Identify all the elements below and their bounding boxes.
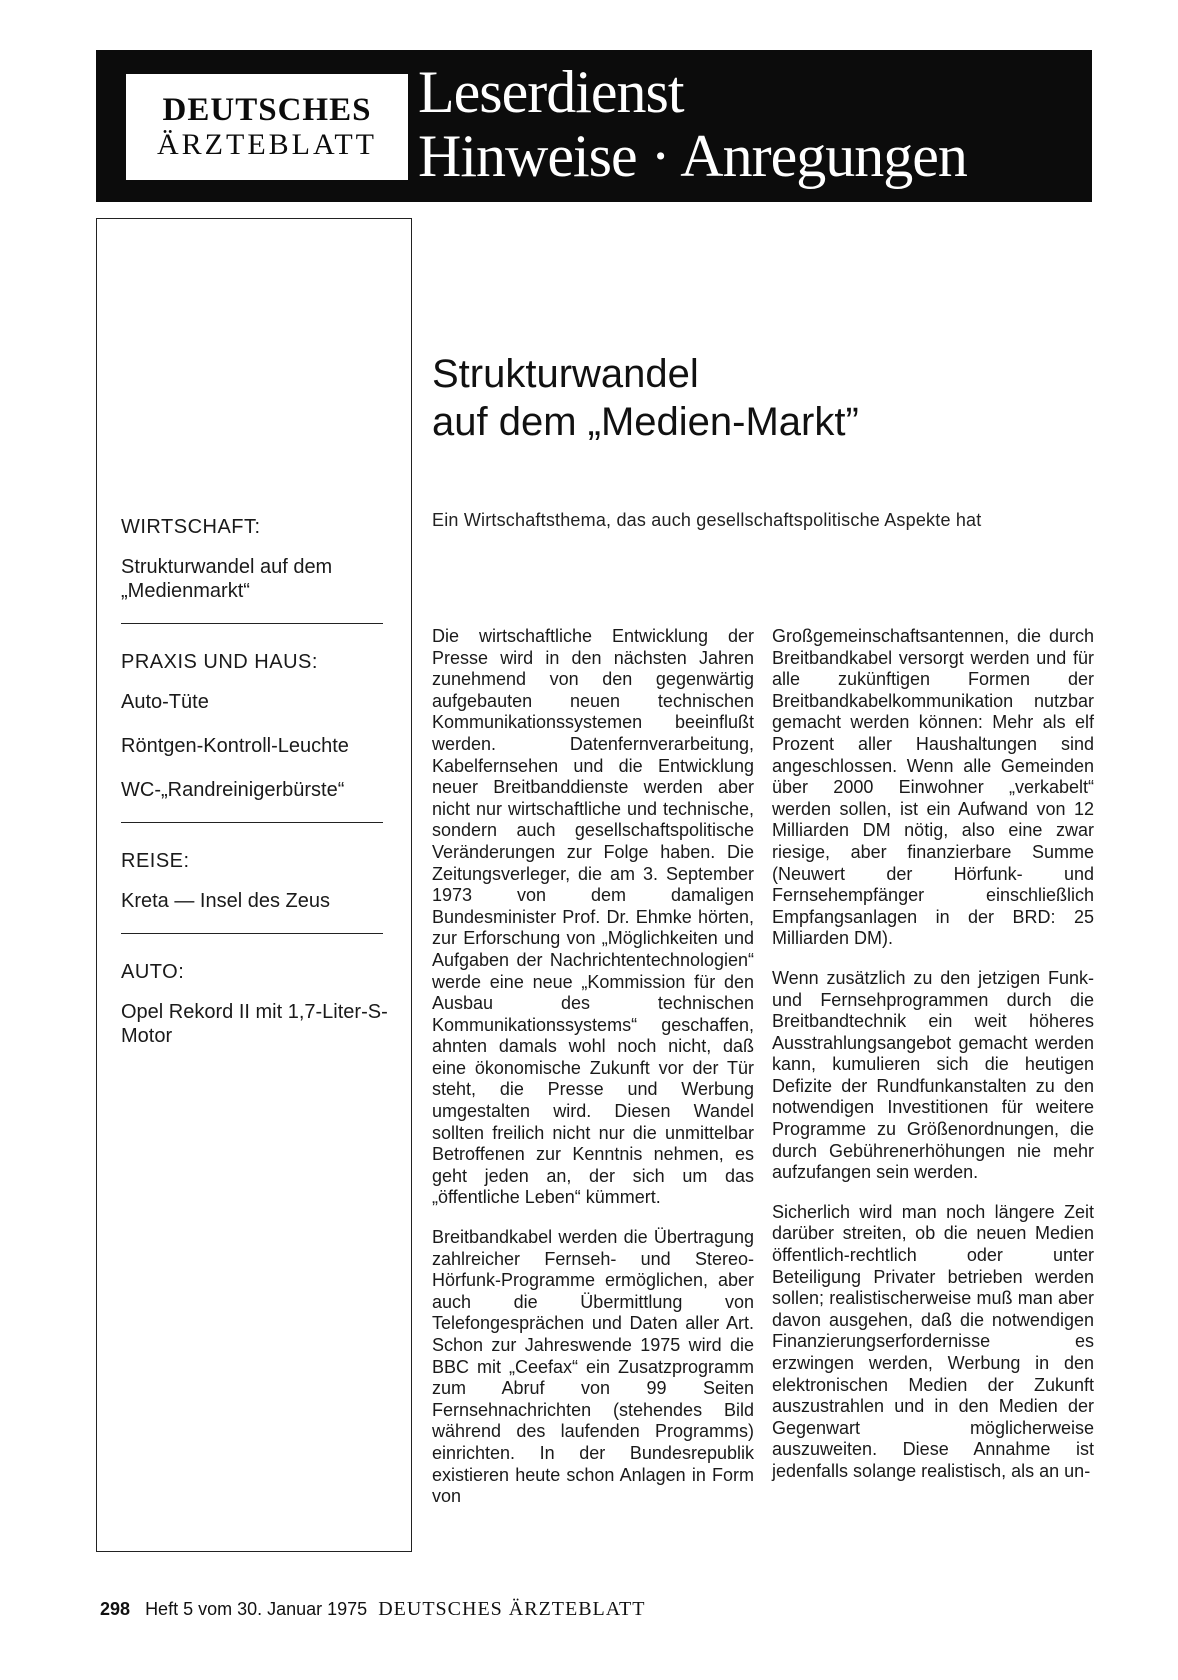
divider [121,623,383,624]
section-item: Strukturwandel auf dem „Medienmarkt“ [121,556,333,602]
divider [121,822,383,823]
header-band [96,50,1092,202]
paragraph: Sicherlich wird man noch längere Zeit darüber streiten, ob die neuen Medien öffentlich-rechtlich oder unter Beteiligung Privater betrieben werden sollen; realistischerweise muß man aber davon ausgehen, daß die notwendigen Finanzierungserfordernisse es erzwingen werden, Werbung in den elektronischen Medien der Zukunft auszustrahlen und in den Medien der Gegenwart möglicherweise auszuweiten. Diese Annahme ist jedenfalls solange realistisch, als an un- [772,1201,1094,1481]
page-number: 298 [100,1599,131,1619]
section-label-praxis: PRAXIS UND HAUS: [121,651,318,673]
contents-sidebar [96,218,412,1552]
paragraph: Breitbandkabel werden die Übertragung zahlreicher Fernseh- und Stereo-Hörfunk-Programme ermöglichen, aber auch die Übermittlung von Telefongesprächen und Daten aller Art. Schon zur Jahreswende 1975 wird die BBC mit „Ceefax“ ein Zusatzprogramm zum Abruf von 99 Seiten Fernsehnachrichten (stehendes Bild während des laufenden Programms) einrichten. In der Bundesrepublik existieren heute schon Anlagen in Form von [432,1227,754,1507]
section-label-auto: AUTO: [121,961,185,983]
article-title-line2: auf dem „Medien-Markt” [432,400,859,444]
page-footer [100,1598,645,1621]
logo-line2: ÄRZTEBLATT [157,128,377,161]
article-subtitle: Ein Wirtschaftsthema, das auch gesellschaftspolitische Aspekte hat [432,510,982,530]
header-title [418,60,967,188]
issue-info: Heft 5 vom 30. Januar 1975 [145,1599,368,1619]
journal-logo [126,74,408,180]
section-item: Auto-Tüte [121,691,209,713]
section-label-reise: REISE: [121,850,190,872]
divider [121,933,383,934]
article-column-right [772,626,1094,1501]
paragraph: Großgemeinschaftsantennen, die durch Breitbandkabel versorgt werden und für alle zukünftigen Formen der Breitbandkabelkommunikation nutzbar gemacht werden können: Mehr als elf Prozent aller Haushaltungen sind angeschlossen. Wenn alle Gemeinden über 2000 Einwohner „verkabelt“ werden sollen, ist ein Aufwand von 12 Milliarden DM nötig, also eine zwar riesige, aber finanzierbare Summe (Neuwert der Hörfunk- und Fernsehempfänger einschließlich Empfangsanlagen in der BRD: 25 Milliarden DM). [772,626,1094,949]
header-title-line2: Hinweise · Anregungen [418,123,967,189]
article-title-line1: Strukturwandel [432,352,699,396]
journal-name: DEUTSCHES ÄRZTEBLATT [378,1598,646,1620]
paragraph: Wenn zusätzlich zu den jetzigen Funk- und Fernsehprogrammen durch die Breitbandtechnik ein weit höheres Ausstrahlungsangebot gemacht werden kann, kumulieren sich die heutigen Defizite der Rundfunkanstalten zu den notwendigen Investitionen für weitere Programme zu Größenordnungen, die durch Gebührenerhöhungen nie mehr aufzufangen sein werden. [772,967,1094,1183]
paragraph: Die wirtschaftliche Entwicklung der Presse wird in den nächsten Jahren zunehmend von den gegenwärtig aufgebauten neuen technischen Kommunikationssystemen beeinflußt werden. Datenfernverarbeitung, Kabelfernsehen und die Entwicklung neuer Breitbanddienste werden aber nicht nur wirtschaftliche und technische, sondern auch gesellschaftspolitische Veränderungen zur Folge haben. Die Zeitungsverleger, die am 3. September 1973 von dem damaligen Bundesminister Prof. Dr. Ehmke hörten, zur Erforschung von „Möglichkeiten und Aufgaben der Nachrichtentechnologien“ werde eine neue „Kommission für den Ausbau des technischen Kommunikationssystems“ geschaffen, ahnten damals wohl noch nicht, daß eine ökonomische Zukunft vor der Tür steht, die Presse und Werbung umgestalten wird. Diesen Wandel sollten freilich nicht nur die unmittelbar Betroffenen zur Kenntnis nehmen, es geht jeden an, der sich um das „öffentliche Leben“ kümmert. [432,626,754,1208]
article-title [432,350,859,446]
section-label-wirtschaft: WIRTSCHAFT: [121,516,261,538]
logo-line1: DEUTSCHES [162,92,372,128]
contents-list [121,515,389,1068]
article-column-left [432,626,754,1526]
section-item: Kreta — Insel des Zeus [121,890,330,912]
section-item: Röntgen-Kontroll-Leuchte [121,735,349,757]
section-item: WC-„Randreinigerbürste“ [121,779,345,801]
section-item: Opel Rekord II mit 1,7-Liter-S-Motor [121,1001,388,1047]
header-title-line1: Leserdienst [418,59,684,125]
